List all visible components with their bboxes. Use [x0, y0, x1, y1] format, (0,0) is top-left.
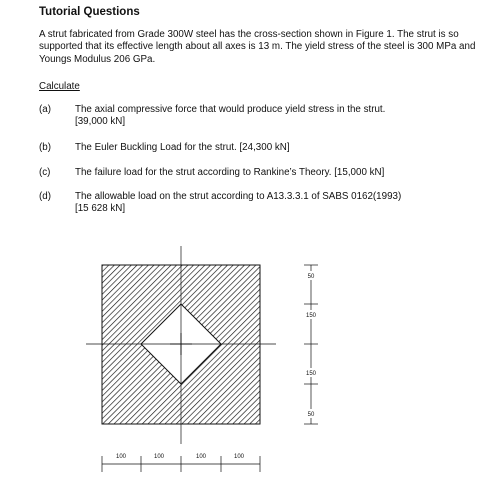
calculate-heading: Calculate: [39, 81, 80, 92]
dimension-label: 100: [115, 454, 127, 460]
dimension-label: 150: [305, 313, 317, 319]
question-body: The Euler Buckling Load for the strut. [24,300 kN]: [75, 142, 290, 153]
question-answer: [15 628 kN]: [75, 202, 126, 214]
dimension-label: 50: [307, 274, 315, 280]
vertical-dimension-chain: [304, 265, 318, 424]
dimension-label: 50: [307, 412, 315, 418]
dimension-label: 100: [233, 454, 245, 460]
question-label: (d): [39, 191, 51, 202]
dimension-label: 150: [305, 371, 317, 377]
question-body: The allowable load on the strut according to A13.3.3.1 of SABS 0162(1993): [75, 191, 402, 202]
question-answer: [39,000 kN]: [75, 115, 126, 127]
question-body: The failure load for the strut according to Rankine’s Theory. [15,000 kN]: [75, 167, 385, 178]
dimension-label: 100: [153, 454, 165, 460]
page-title: Tutorial Questions: [39, 6, 140, 18]
question-label: (b): [39, 142, 51, 153]
dimension-label: 100: [195, 454, 207, 460]
question-label: (c): [39, 167, 51, 178]
question-body: The axial compressive force that would produce yield stress in the strut.: [75, 104, 386, 115]
question-label: (a): [39, 104, 51, 115]
problem-statement: A strut fabricated from Grade 300W steel has the cross-section shown in Figure 1. The strut is so supported that its effective length about all axes is 13 m. The yield stress of the steel is 300 MPa and Youngs Modulus 206 GPa.: [39, 29, 476, 65]
